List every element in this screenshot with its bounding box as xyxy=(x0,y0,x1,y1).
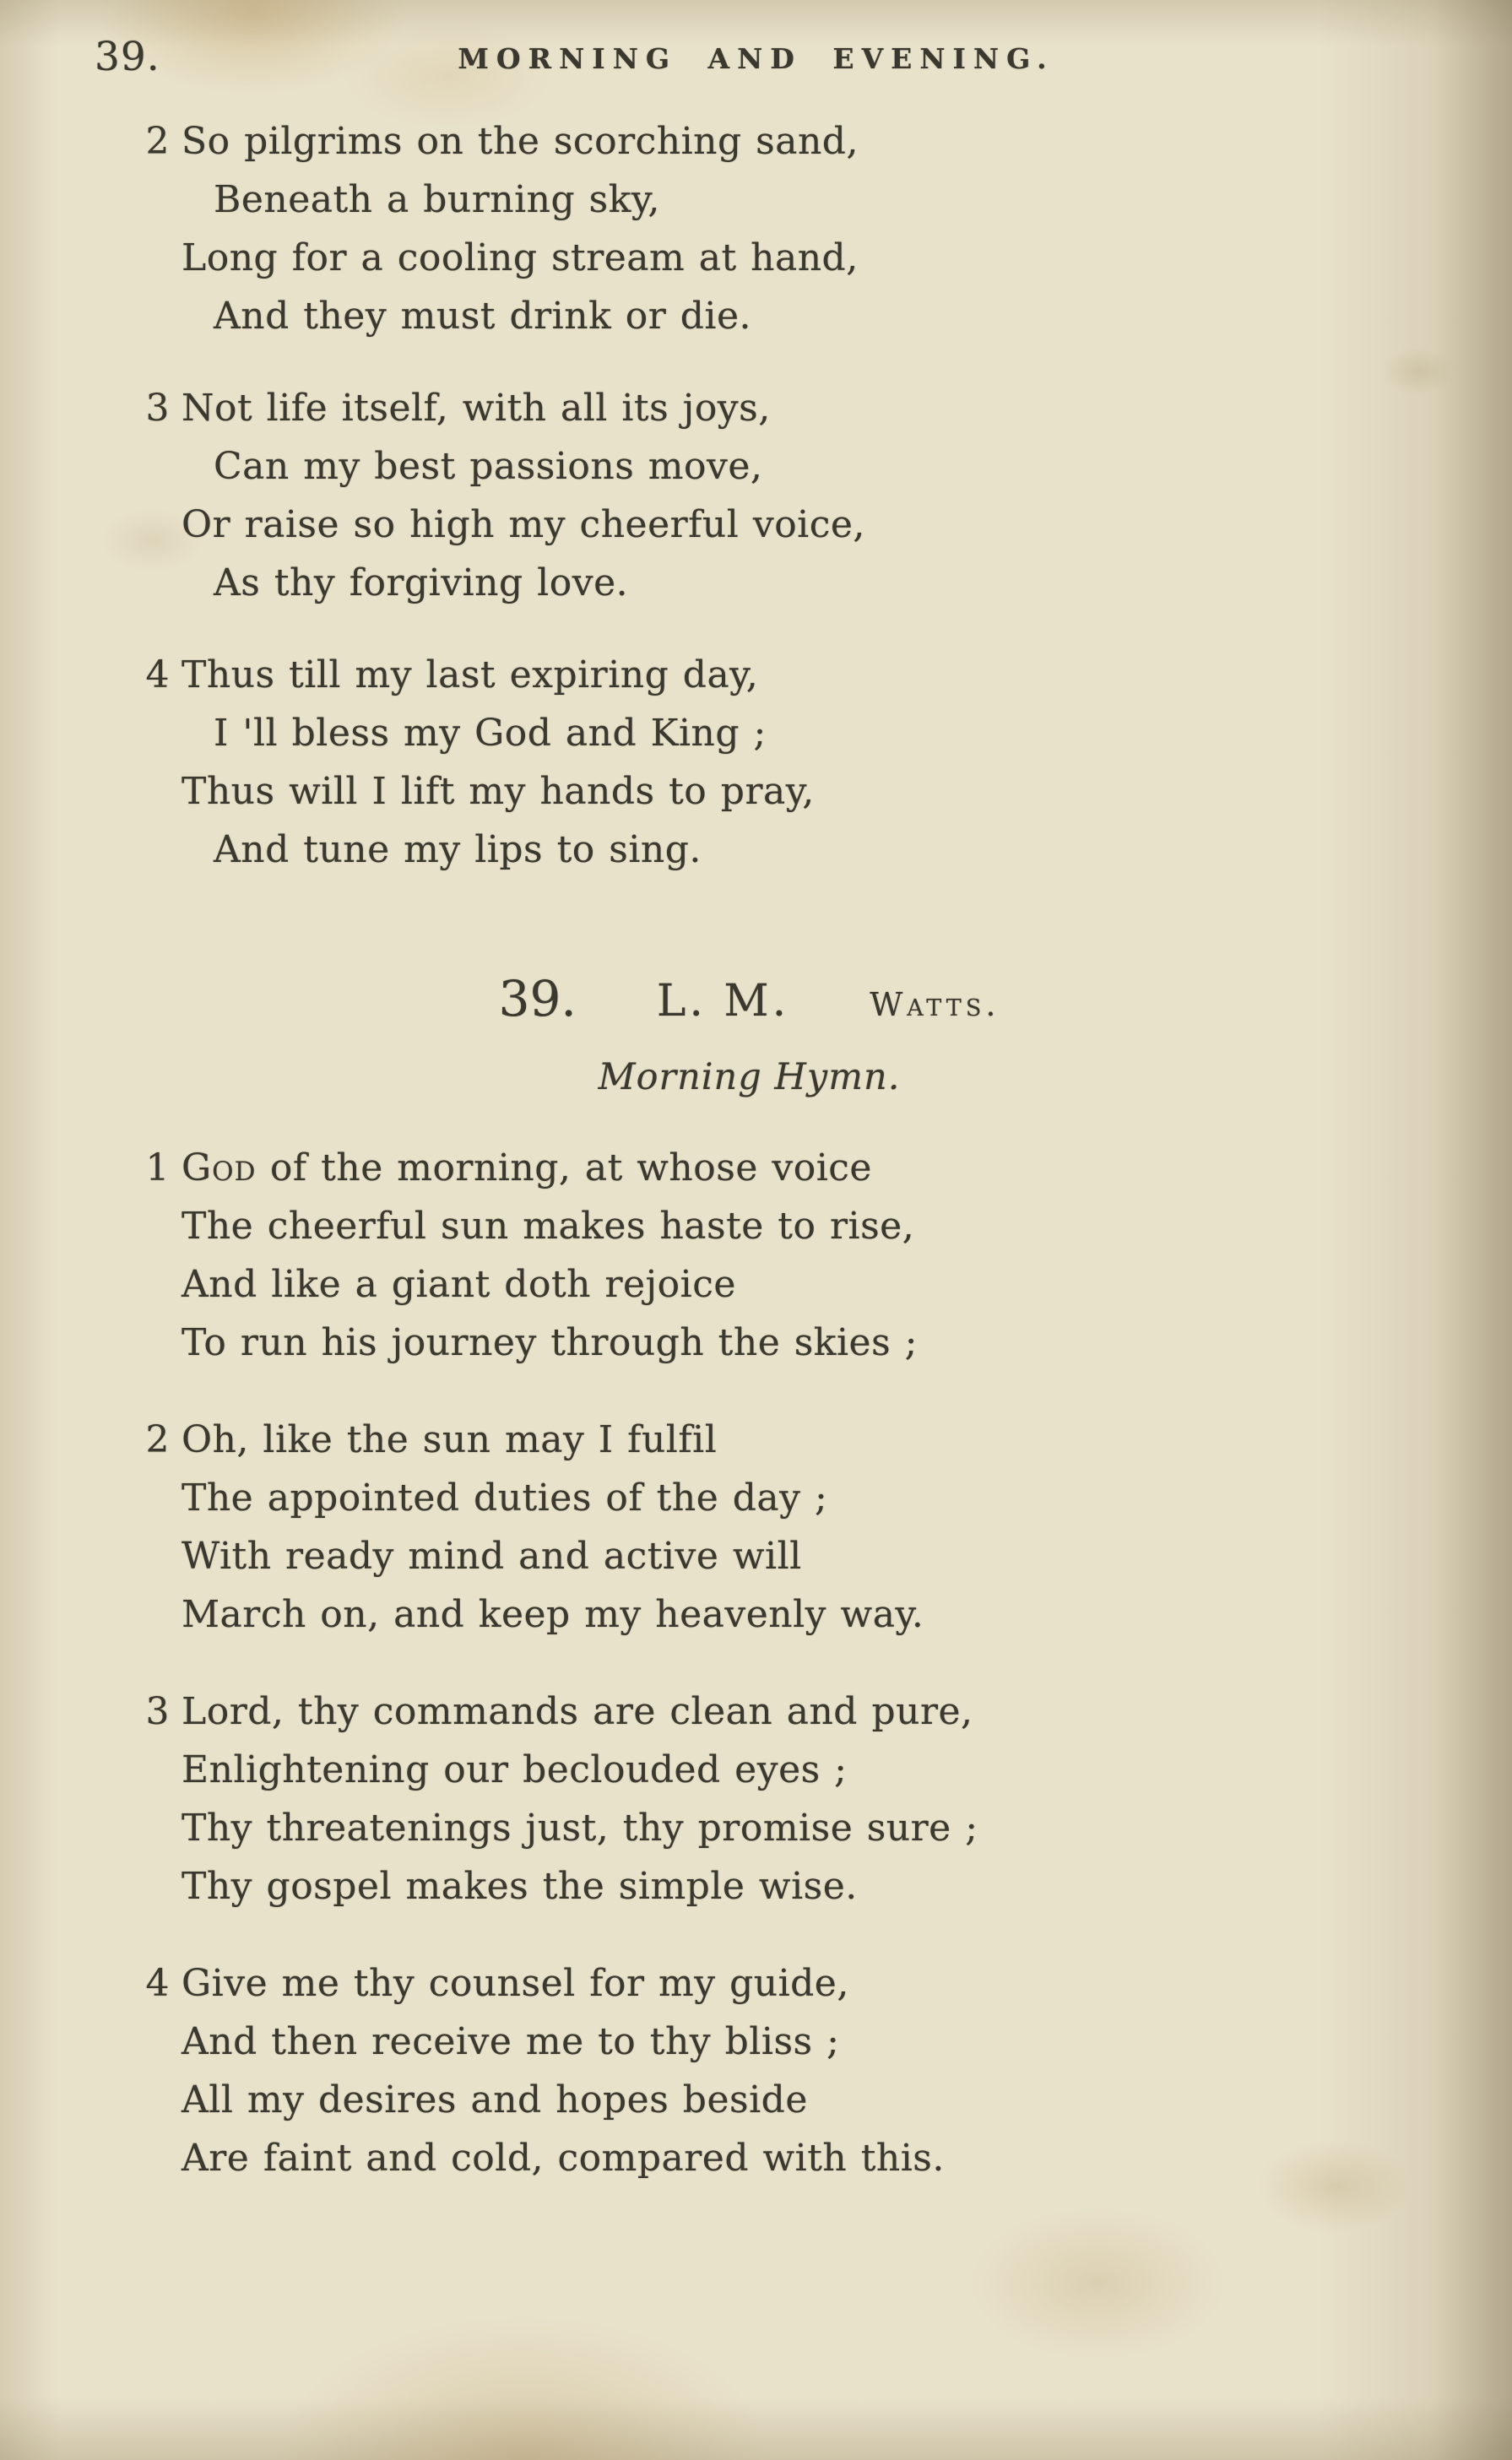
verse-line: So pilgrims on the scorching sand, xyxy=(182,120,859,163)
verse-line: And like a giant doth rejoice xyxy=(182,1263,736,1306)
verse xyxy=(145,1682,1317,1915)
verse-line xyxy=(182,1139,1317,1197)
verse-number: 2 xyxy=(145,1418,170,1461)
verse-line: Thus till my last expiring day, xyxy=(182,653,759,696)
verse-number: 2 xyxy=(145,120,170,163)
verse-number: 4 xyxy=(145,1962,170,2005)
verse-line: And tune my lips to sing. xyxy=(214,828,702,871)
verse xyxy=(145,1139,1317,1372)
verse-line: Oh, like the sun may I fulfil xyxy=(182,1418,718,1461)
verse-line: The appointed duties of the day ; xyxy=(182,1477,828,1520)
hymn-heading xyxy=(182,970,1317,1027)
verse-line: Or raise so high my cheerful voice, xyxy=(182,503,865,546)
verse xyxy=(145,1411,1317,1644)
verse-line: Thy gospel makes the simple wise. xyxy=(182,1865,858,1908)
previous-hymn-section xyxy=(145,112,1317,879)
verse-line: As thy forgiving love. xyxy=(214,561,629,604)
hymn-title: Morning Hymn. xyxy=(598,1056,901,1098)
verse-line: The cheerful sun makes haste to rise, xyxy=(182,1205,915,1248)
hymn-author: Watts. xyxy=(870,986,1000,1023)
verse-line: Beneath a burning sky, xyxy=(214,178,660,221)
lead-word: God xyxy=(182,1146,257,1189)
running-header: MORNING AND EVENING. xyxy=(458,42,1054,75)
verse-line: Enlightening our beclouded eyes ; xyxy=(182,1748,848,1791)
verse-line: Long for a cooling stream at hand, xyxy=(182,236,859,279)
verse xyxy=(145,1954,1317,2187)
verse-line: All my desires and hopes beside xyxy=(182,2078,808,2121)
hymn-number: 39. xyxy=(498,970,577,1027)
verse-line: To run his journey through the skies ; xyxy=(182,1321,918,1364)
verse-line: I 'll bless my God and King ; xyxy=(214,712,767,755)
verse-number: 3 xyxy=(145,1690,170,1733)
hymn-section xyxy=(145,1139,1317,2187)
verse-number: 3 xyxy=(145,387,170,430)
verse-line: Thus will I lift my hands to pray, xyxy=(182,770,815,813)
verse xyxy=(145,379,1317,612)
verse-line: Lord, thy commands are clean and pure, xyxy=(182,1690,973,1733)
verse-line-rest: of the morning, at whose voice xyxy=(256,1146,872,1189)
verse xyxy=(145,646,1317,879)
verse-line: And they must drink or die. xyxy=(214,295,752,338)
verse-line: Give me thy counsel for my guide, xyxy=(182,1962,849,2005)
verse-line: Thy threatenings just, thy promise sure ; xyxy=(182,1807,978,1850)
page-number: 39. xyxy=(95,34,160,80)
verse xyxy=(145,112,1317,345)
page-content xyxy=(145,112,1317,2187)
hymn-meter: L. M. xyxy=(656,976,790,1027)
verse-line: With ready mind and active will xyxy=(182,1535,802,1578)
verse-line: And then receive me to thy bliss ; xyxy=(182,2020,840,2063)
verse-line: Are faint and cold, compared with this. xyxy=(182,2137,945,2180)
verse-line: Can my best passions move, xyxy=(214,445,763,488)
verse-number: 4 xyxy=(145,653,170,696)
verse-line: Not life itself, with all its joys, xyxy=(182,387,771,430)
verse-line: March on, and keep my heavenly way. xyxy=(182,1593,924,1636)
verse-number: 1 xyxy=(145,1146,170,1189)
